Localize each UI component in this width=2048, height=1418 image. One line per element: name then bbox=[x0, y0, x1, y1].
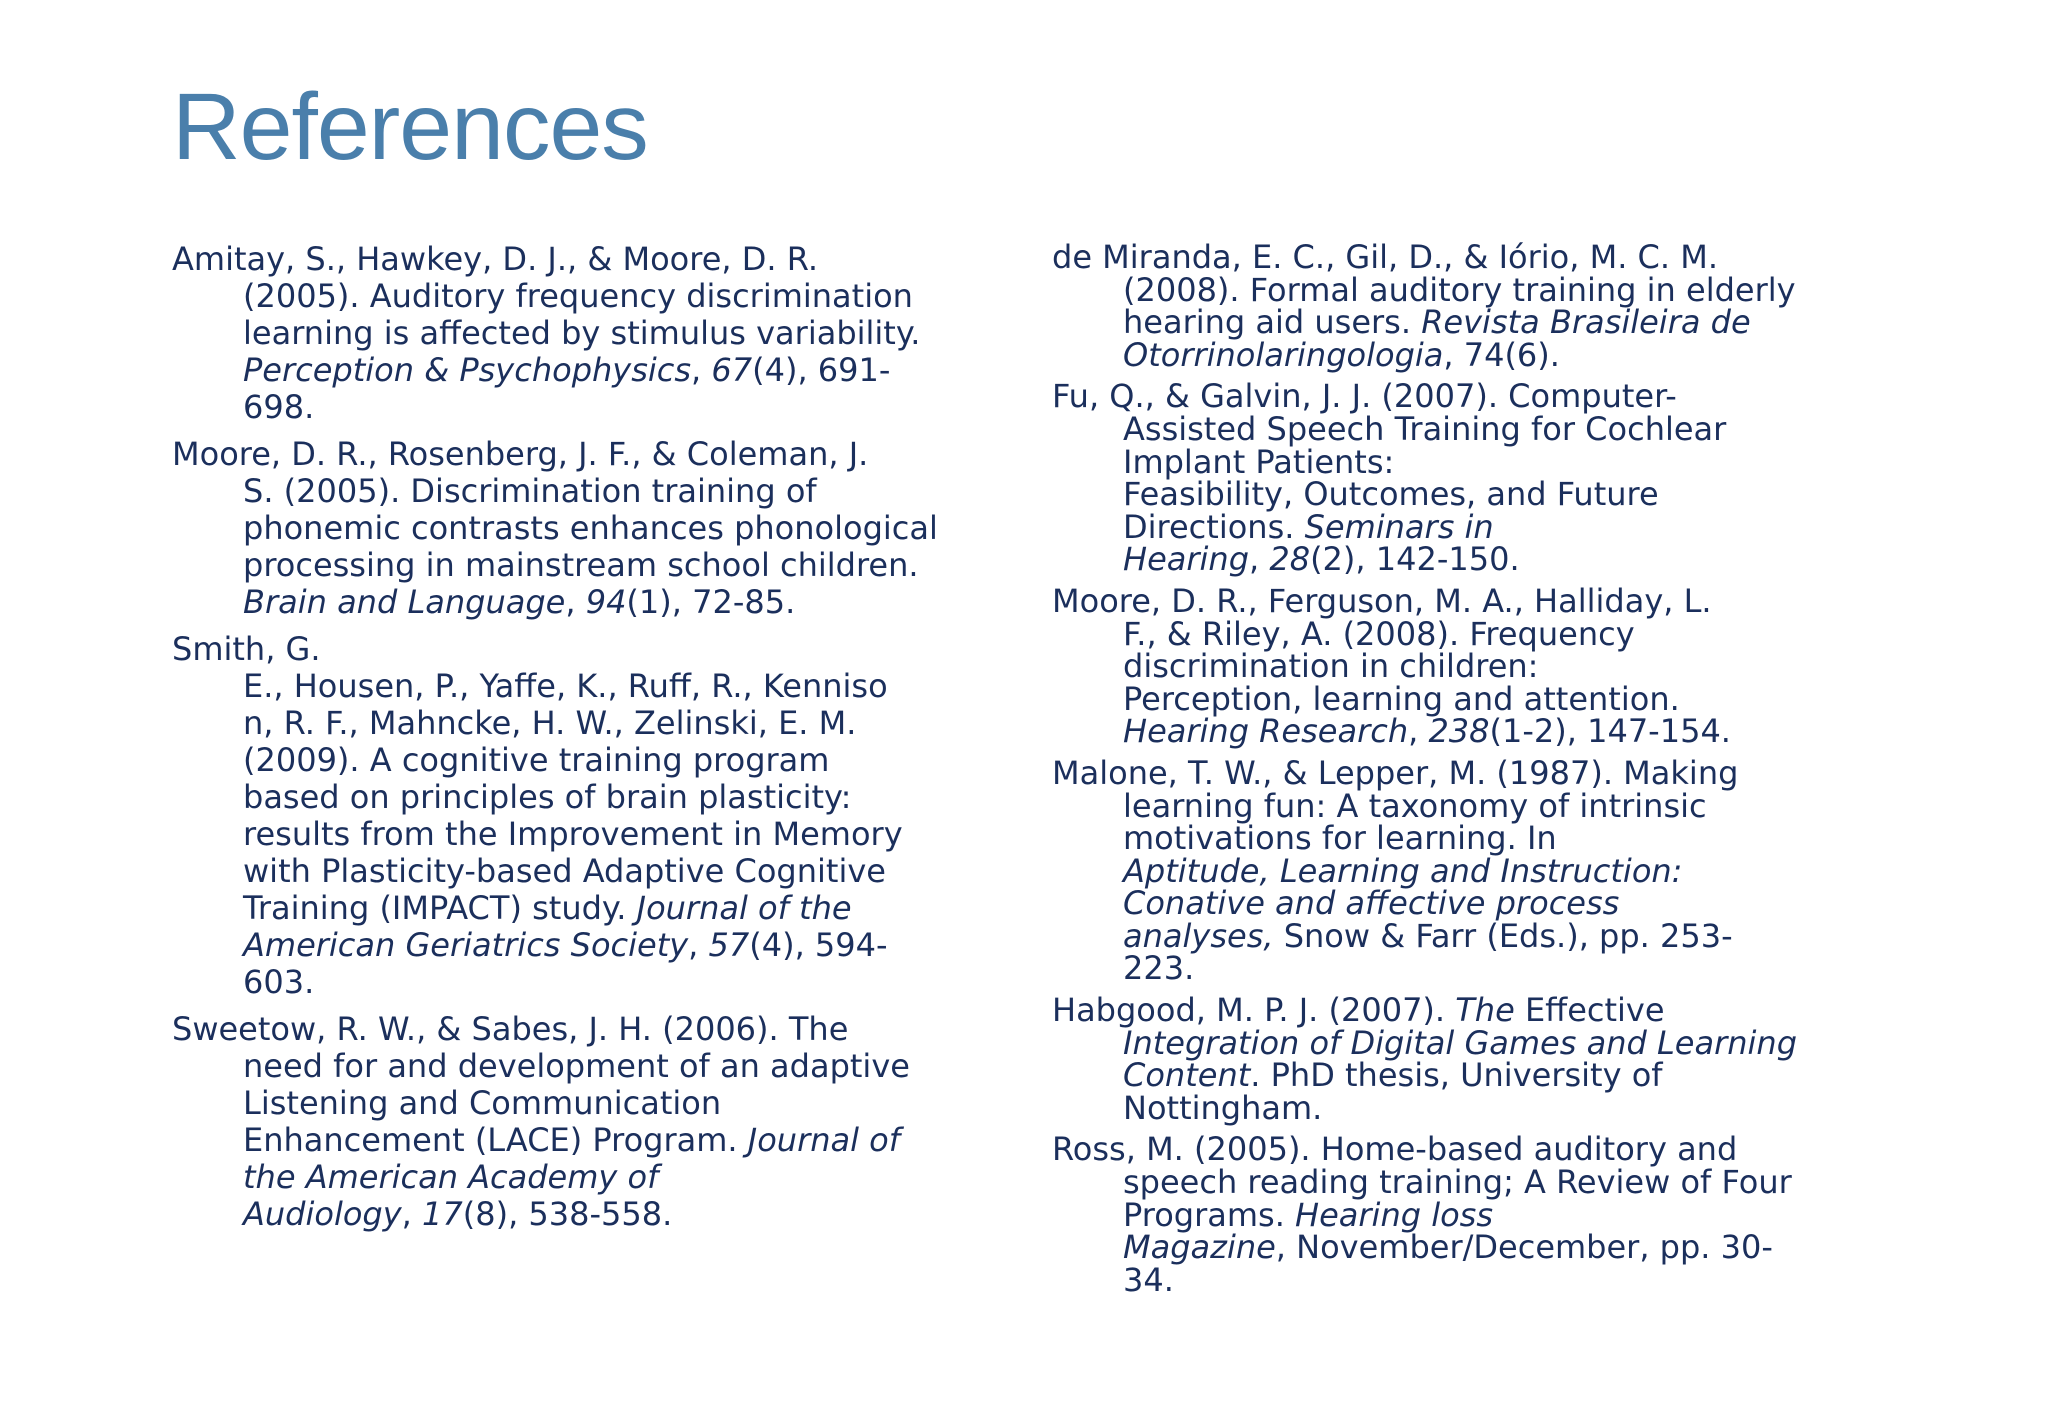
reference-text: Effective bbox=[1514, 991, 1665, 1030]
reference-line bbox=[243, 742, 992, 779]
reference-italic-text: Otorrinolaringologia bbox=[1123, 335, 1444, 374]
reference-italic-text: Aptitude, Learning and Instruction: bbox=[1123, 851, 1683, 890]
reference-line bbox=[172, 630, 992, 668]
reference-line bbox=[1123, 851, 1872, 890]
reference-italic-text: 57 bbox=[708, 926, 750, 964]
reference-text: Ross, M. (2005). Home-based auditory and bbox=[1052, 1130, 1738, 1169]
reference-line bbox=[243, 1159, 992, 1196]
reference-text: , bbox=[565, 583, 586, 621]
reference-line bbox=[1123, 335, 1872, 374]
reference-line bbox=[243, 1122, 992, 1159]
reference-italic-text: Brain and Language bbox=[243, 583, 566, 621]
reference-line bbox=[243, 964, 992, 1001]
reference-line bbox=[243, 315, 992, 352]
reference-text: (2), 142-150. bbox=[1310, 540, 1520, 579]
reference-text: E., Housen, P., Yaffe, K., Ruff, R., Kenniso bbox=[243, 667, 888, 705]
reference-line bbox=[243, 853, 992, 890]
reference-italic-text: Hearing Research bbox=[1123, 712, 1409, 751]
reference-entry bbox=[1052, 753, 1872, 988]
reference-line bbox=[1052, 581, 1872, 620]
reference-line bbox=[243, 389, 992, 426]
reference-text: Moore, D. R., Ferguson, M. A., Halliday, L. bbox=[1052, 581, 1712, 620]
reference-text: , bbox=[691, 351, 712, 389]
reference-italic-text: Journal of the bbox=[636, 889, 852, 927]
reference-line bbox=[1123, 949, 1872, 988]
reference-line bbox=[1123, 679, 1872, 718]
reference-text: Programs. bbox=[1123, 1195, 1296, 1234]
reference-line bbox=[1123, 1260, 1872, 1299]
reference-line bbox=[243, 352, 992, 389]
reference-line bbox=[1052, 1130, 1872, 1169]
reference-line bbox=[1052, 238, 1872, 276]
reference-line bbox=[1123, 1195, 1872, 1234]
reference-text: Enhancement (LACE) Program. bbox=[243, 1121, 748, 1159]
reference-line bbox=[1123, 819, 1872, 858]
reference-line bbox=[1123, 270, 1872, 309]
reference-line bbox=[1123, 712, 1872, 751]
reference-text: , bbox=[401, 1195, 423, 1233]
reference-text: Assisted Speech Training for Cochlear bbox=[1123, 409, 1727, 448]
reference-text: (4), 691- bbox=[752, 351, 891, 389]
reference-text: S. (2005). Discrimination training of bbox=[243, 472, 817, 510]
reference-text: 223. bbox=[1123, 949, 1195, 988]
reference-text: learning fun: A taxonomy of intrinsic bbox=[1123, 786, 1707, 825]
reference-italic-text: the American Academy of bbox=[243, 1158, 659, 1196]
reference-text: . PhD thesis, University of bbox=[1250, 1056, 1663, 1095]
reference-text: Feasibility, Outcomes, and Future bbox=[1123, 475, 1659, 514]
reference-line bbox=[1123, 507, 1872, 546]
reference-text: (8), 538-558. bbox=[462, 1195, 673, 1233]
reference-text: need for and development of an adaptive bbox=[243, 1047, 910, 1085]
reference-text: Malone, T. W., & Lepper, M. (1987). Making bbox=[1052, 753, 1739, 792]
reference-line bbox=[243, 510, 992, 547]
reference-line bbox=[243, 547, 992, 584]
reference-line bbox=[1123, 647, 1872, 686]
reference-text: Training (IMPACT) study. bbox=[243, 889, 637, 927]
reference-text: 603. bbox=[243, 963, 315, 1001]
reference-line bbox=[243, 278, 992, 315]
reference-text: Fu, Q., & Galvin, J. J. (2007). Computer- bbox=[1052, 377, 1677, 416]
reference-text: de Miranda, E. C., Gil, D., & Iório, M. C. M. bbox=[1052, 238, 1719, 276]
reference-entry bbox=[172, 1011, 992, 1233]
reference-text: motivations for learning. In bbox=[1123, 819, 1557, 858]
reference-text: Smith, G. bbox=[172, 630, 321, 668]
reference-line bbox=[1123, 442, 1872, 481]
reference-italic-text: Conative and affective process bbox=[1123, 884, 1620, 923]
reference-line bbox=[1123, 1228, 1872, 1267]
reference-line bbox=[243, 705, 992, 742]
slide-title: References bbox=[172, 74, 648, 180]
reference-text: (2009). A cognitive training program bbox=[243, 741, 830, 779]
reference-text: , November/December, pp. 30- bbox=[1275, 1228, 1773, 1267]
reference-entry bbox=[172, 436, 992, 621]
reference-entry bbox=[172, 241, 992, 426]
reference-text: with Plasticity-based Adaptive Cognitive bbox=[243, 852, 886, 890]
reference-text: 34. bbox=[1123, 1260, 1174, 1299]
reference-text: , bbox=[1249, 540, 1270, 579]
reference-line bbox=[243, 473, 992, 510]
reference-line bbox=[1123, 916, 1872, 955]
reference-italic-text: American Geriatrics Society bbox=[243, 926, 689, 964]
reference-text: (2005). Auditory frequency discrimination bbox=[243, 277, 913, 315]
reference-text: , 74(6). bbox=[1443, 335, 1560, 374]
reference-text: hearing aid users. bbox=[1123, 303, 1422, 342]
reference-italic-text: Integration of Digital Games and Learning bbox=[1123, 1023, 1797, 1062]
reference-line bbox=[1123, 786, 1872, 825]
reference-line bbox=[243, 890, 992, 927]
reference-text: Directions. bbox=[1123, 507, 1305, 546]
reference-entry bbox=[1052, 1130, 1872, 1299]
reference-text: Sweetow, R. W., & Sabes, J. H. (2006). The bbox=[172, 1010, 849, 1048]
reference-text: phonemic contrasts enhances phonological bbox=[243, 509, 938, 547]
reference-line bbox=[1123, 1023, 1872, 1062]
reference-line bbox=[243, 584, 992, 621]
reference-text: processing in mainstream school children. bbox=[243, 546, 919, 584]
reference-line bbox=[1123, 303, 1872, 342]
reference-line bbox=[1052, 377, 1872, 416]
reference-line bbox=[1123, 1088, 1872, 1127]
reference-italic-text: Perception & Psychophysics bbox=[243, 351, 692, 389]
reference-line bbox=[1123, 475, 1872, 514]
reference-italic-text: Audiology bbox=[243, 1195, 402, 1233]
reference-italic-text: 67 bbox=[711, 351, 753, 389]
reference-text: Implant Patients: bbox=[1123, 442, 1395, 481]
reference-line bbox=[1123, 409, 1872, 448]
reference-italic-text: Hearing bbox=[1123, 540, 1249, 579]
reference-line bbox=[1123, 1163, 1872, 1202]
reference-text: Perception, learning and attention. bbox=[1123, 679, 1680, 718]
reference-line bbox=[243, 1085, 992, 1122]
reference-line bbox=[243, 816, 992, 853]
reference-line bbox=[243, 668, 992, 705]
reference-text: (2008). Formal auditory training in elderly bbox=[1123, 270, 1796, 309]
reference-text: discrimination in children: bbox=[1123, 647, 1539, 686]
reference-line bbox=[243, 779, 992, 816]
references-left-column bbox=[172, 241, 992, 1243]
reference-entry bbox=[1052, 991, 1872, 1127]
reference-line bbox=[243, 1048, 992, 1085]
reference-italic-text: 28 bbox=[1269, 540, 1311, 579]
reference-text: Moore, D. R., Rosenberg, J. F., & Coleman, J. bbox=[172, 435, 869, 473]
reference-text: speech reading training; A Review of Four bbox=[1123, 1163, 1792, 1202]
reference-italic-text: analyses, bbox=[1123, 916, 1274, 955]
reference-line bbox=[1052, 753, 1872, 792]
reference-line bbox=[1123, 540, 1872, 579]
reference-entry bbox=[1052, 238, 1872, 374]
reference-line bbox=[1123, 1056, 1872, 1095]
reference-italic-text: Seminars in bbox=[1304, 507, 1494, 546]
reference-text: Amitay, S., Hawkey, D. J., & Moore, D. R. bbox=[172, 240, 818, 278]
reference-italic-text: 17 bbox=[422, 1195, 463, 1233]
reference-text: results from the Improvement in Memory bbox=[243, 815, 903, 853]
reference-italic-text: Magazine bbox=[1123, 1228, 1276, 1267]
reference-italic-text: Journal of bbox=[747, 1121, 901, 1159]
reference-text: Habgood, M. P. J. (2007). bbox=[1052, 991, 1456, 1030]
reference-text: based on principles of brain plasticity: bbox=[243, 778, 852, 816]
reference-line bbox=[172, 435, 992, 473]
reference-text: , bbox=[1408, 712, 1429, 751]
reference-line bbox=[172, 240, 992, 278]
reference-italic-text: The bbox=[1455, 991, 1515, 1030]
reference-italic-text: Content bbox=[1123, 1056, 1251, 1095]
reference-text: learning is affected by stimulus variability. bbox=[243, 314, 921, 352]
reference-text: Nottingham. bbox=[1123, 1088, 1323, 1127]
reference-italic-text: Hearing loss bbox=[1295, 1195, 1494, 1234]
reference-line bbox=[1052, 991, 1872, 1030]
reference-text: (1), 72-85. bbox=[626, 583, 796, 621]
reference-entry bbox=[1052, 377, 1872, 579]
reference-text: (1-2), 147-154. bbox=[1489, 712, 1731, 751]
reference-italic-text: 238 bbox=[1428, 712, 1490, 751]
reference-italic-text: Revista Brasileira de bbox=[1421, 303, 1751, 342]
reference-entry bbox=[172, 631, 992, 1001]
reference-text: 698. bbox=[243, 388, 315, 426]
reference-entry bbox=[1052, 581, 1872, 751]
reference-line bbox=[172, 1010, 992, 1048]
reference-line bbox=[243, 1196, 992, 1233]
references-right-column bbox=[1052, 238, 1872, 1305]
reference-italic-text: 94 bbox=[585, 583, 627, 621]
reference-text: n, R. F., Mahncke, H. W., Zelinski, E. M. bbox=[243, 704, 857, 742]
reference-line bbox=[243, 927, 992, 964]
reference-text: Snow & Farr (Eds.), pp. 253- bbox=[1273, 916, 1733, 955]
reference-line bbox=[1123, 614, 1872, 653]
reference-text: , bbox=[688, 926, 709, 964]
reference-text: (4), 594- bbox=[749, 926, 888, 964]
reference-text: F., & Riley, A. (2008). Frequency bbox=[1123, 614, 1635, 653]
reference-line bbox=[1123, 884, 1872, 923]
reference-text: Listening and Communication bbox=[243, 1084, 722, 1122]
